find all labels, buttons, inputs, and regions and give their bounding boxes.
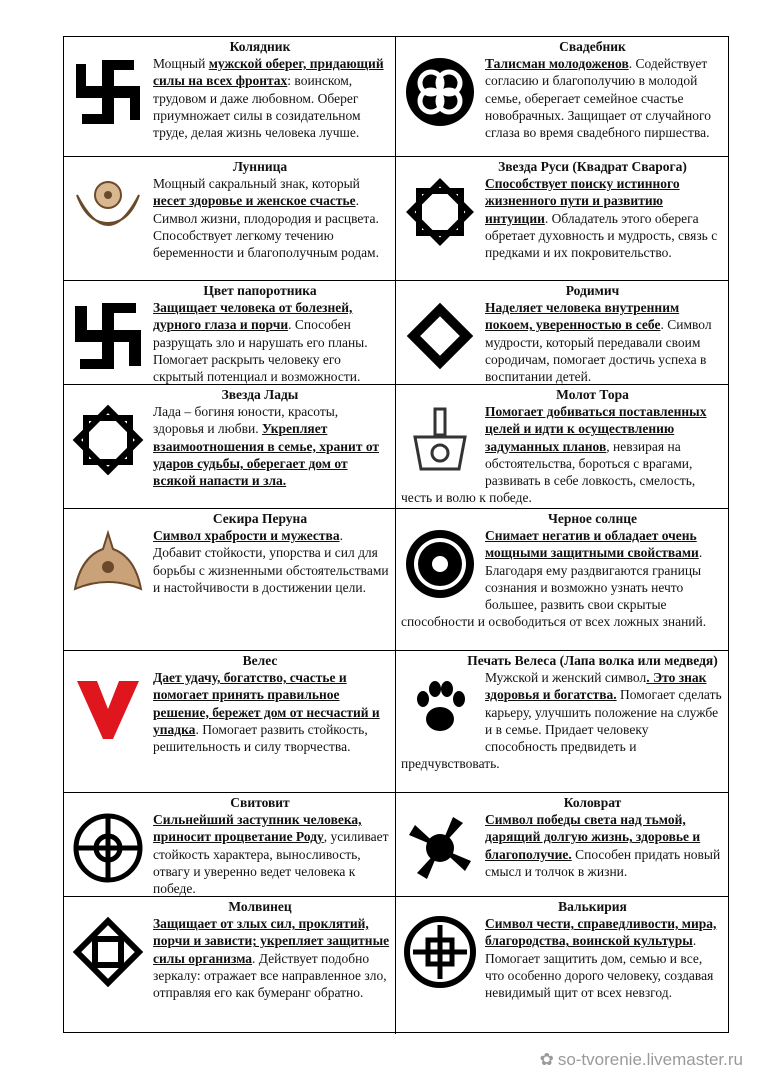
highlight-text: Символ победы света над тьмой, дарящий долгую жизнь, здоровье и благополучие. bbox=[485, 812, 701, 862]
molot-tora-icon bbox=[401, 403, 479, 477]
kolyadnik-icon bbox=[69, 55, 147, 129]
amulet-card bbox=[396, 509, 728, 650]
tsvet-paporotnika-icon bbox=[69, 299, 147, 373]
table-row bbox=[64, 897, 728, 1034]
pechat-velesa-icon bbox=[401, 669, 479, 743]
description-text: , невзирая на обстоятельства, бороться с врагами, развивать в себе ловкость, смелость, честь и волю к победе. bbox=[401, 438, 696, 506]
description-text: . Символ мудрости, который передавали своим сородичам, помогает достичь успеха в воспитании детей. bbox=[485, 317, 712, 384]
amulet-card bbox=[64, 793, 396, 896]
amulet-title: Свитовит bbox=[230, 795, 290, 810]
description-text: . Помогает защитить дом, семью и все, что особенно дорого человеку, создавая невидимый щит от всех невзгод. bbox=[485, 933, 714, 1001]
amulet-card bbox=[396, 157, 728, 280]
table-row bbox=[64, 651, 728, 793]
table-row bbox=[64, 793, 728, 897]
rodimich-icon bbox=[401, 299, 479, 373]
amulet-card bbox=[64, 897, 396, 1034]
highlight-text: несет здоровье и женское счастье bbox=[153, 193, 356, 209]
description-text: Мощный сакральный знак, который bbox=[153, 176, 360, 191]
table-row bbox=[64, 157, 728, 281]
amulet-card bbox=[396, 385, 728, 508]
highlight-text: Защищает человека от болезней, дурного глаза и порчи bbox=[153, 300, 353, 333]
highlight-text: Помогает добиваться поставленных целей и идти к осуществлению задуманных планов bbox=[485, 404, 707, 454]
highlight-text: Дает удачу, богатство, счастье и помогает принять правильное решение, бережет дом от несчастий и упадка bbox=[153, 670, 380, 737]
amulet-card bbox=[396, 37, 728, 156]
amulet-title: Молвинец bbox=[228, 899, 292, 914]
description-text: Помогает сделать карьеру, улучшить положение на службе и в семье. Придает человеку способность предвидеть и предчувствовать. bbox=[401, 687, 722, 772]
amulet-card bbox=[64, 651, 396, 792]
highlight-text: Символ храбрости и мужества bbox=[153, 528, 340, 543]
amulet-card bbox=[396, 651, 728, 792]
description-text: Мощный bbox=[153, 56, 209, 71]
sekira-peruna-icon bbox=[69, 527, 147, 601]
amulet-title: Коловрат bbox=[563, 795, 622, 810]
flower-logo-icon: ✿ bbox=[539, 1050, 554, 1069]
description-text: . Добавит стойкости, упорства и сил для борьбы с жизненными обстоятельствами и настойчивости в достижении цели. bbox=[153, 528, 389, 595]
amulet-title: Печать Велеса (Лапа волка или медведя) bbox=[467, 653, 718, 668]
amulet-title: Колядник bbox=[229, 39, 291, 54]
amulet-title: Цвет папоротника bbox=[203, 283, 317, 298]
description-text: Способен придать новый смысл и толчок в жизни. bbox=[485, 846, 721, 879]
amulet-card bbox=[64, 509, 396, 650]
valkiriya-icon bbox=[401, 915, 479, 989]
veles-icon bbox=[69, 669, 147, 743]
table-row bbox=[64, 37, 728, 157]
amulet-table bbox=[63, 36, 729, 1033]
highlight-text: Способствует поиску истинного жизненного пути и развитию интуиции bbox=[485, 176, 680, 226]
description-text: . Помогает развить стойкость, решительность и силу творчества. bbox=[153, 721, 368, 755]
svadebnik-icon bbox=[401, 55, 479, 129]
description-text: . Символ жизни, плодородия и расцвета. Способствует легкому течению беременности и благополучным родам. bbox=[153, 193, 379, 261]
description-text: . Действует подобно зеркалу: отражает все направленное зло, отправляя его как бумеранг обратно. bbox=[153, 950, 387, 1001]
description-text: Мужской и женский символ bbox=[485, 670, 647, 685]
watermark bbox=[540, 1050, 743, 1070]
amulet-title: Молот Тора bbox=[556, 387, 629, 402]
highlight-text: . Это знак здоровья и богатства. bbox=[485, 670, 707, 703]
description-text: . Благодаря ему раздвигаются границы сознания и возможно узнать нечто большее, развить свои скрытые способности и освободиться от всех ложных знаний. bbox=[401, 545, 707, 630]
description-text: . Способен разрущать зло и нарушать его планы. Помогает раскрыть человеку его скрытый потенциал и возможности. bbox=[153, 317, 368, 384]
svitovit-icon bbox=[69, 811, 147, 885]
amulet-title: Черное солнце bbox=[548, 511, 637, 526]
lunnitsa-icon bbox=[69, 175, 147, 249]
zvezda-lady-icon bbox=[69, 403, 147, 477]
amulet-card bbox=[396, 897, 728, 1034]
amulet-title: Валькирия bbox=[558, 899, 627, 914]
amulet-title: Звезда Руси (Квадрат Сварога) bbox=[498, 159, 687, 174]
table-row bbox=[64, 509, 728, 651]
amulet-title: Звезда Лады bbox=[221, 387, 299, 402]
highlight-text: Талисман молодоженов bbox=[485, 56, 629, 71]
amulet-title: Секира Перуна bbox=[212, 511, 308, 526]
table-row bbox=[64, 281, 728, 385]
table-row bbox=[64, 385, 728, 509]
highlight-text: мужской оберег, придающий силы на всех фронтах bbox=[153, 56, 384, 89]
chernoe-solntse-icon bbox=[401, 527, 479, 601]
highlight-text: Сильнейший заступник человека, приносит процветание Роду bbox=[153, 812, 362, 845]
highlight-text: Наделяет человека внутренним покоем, уверенностью в себе bbox=[485, 300, 680, 333]
amulet-title: Лунница bbox=[232, 159, 288, 174]
description-text: : воинском, трудовом и даже любовном. Оберег приумножает силы в созидательном труде, делая жизнь человека лучше. bbox=[153, 73, 361, 141]
highlight-text: Укрепляет взаимоотношения в семье, хранит от ударов судьбы, оберегает дом от всякой напасти и зла. bbox=[153, 421, 380, 489]
amulet-card bbox=[64, 37, 396, 156]
amulet-title: Родимич bbox=[565, 283, 620, 298]
amulet-title: Свадебник bbox=[559, 39, 626, 54]
watermark-text: so-tvorenie.livemaster.ru bbox=[557, 1050, 743, 1069]
highlight-text: Защищает от злых сил, проклятий, порчи и зависти; укрепляет защитные силы организма bbox=[153, 916, 390, 966]
amulet-card bbox=[64, 157, 396, 280]
molvinets-icon bbox=[69, 915, 147, 989]
amulet-title: Велес bbox=[242, 653, 278, 668]
kolovrat-icon bbox=[401, 811, 479, 885]
highlight-text: Символ чести, справедливости, мира, благородства, воинской культуры bbox=[485, 916, 717, 949]
amulet-card bbox=[64, 385, 396, 508]
amulet-card bbox=[64, 281, 396, 384]
description-text: Лада – богиня юности, красоты, здоровья и любви. bbox=[153, 404, 339, 437]
amulet-card bbox=[396, 281, 728, 384]
description-text: , усиливает стойкость характера, выносливость, отвагу и уверенно ведет человека к победе. bbox=[153, 829, 389, 896]
amulet-card bbox=[396, 793, 728, 896]
description-text: . Обладатель этого оберега обретает духовность и мудрость, связь с предками и их покровительство. bbox=[485, 210, 718, 261]
zvezda-rusi-icon bbox=[401, 175, 479, 249]
description-text: . Содействует согласию и благополучию в молодой семье, оберегает семейное счастье новобрачных. Защищает от случайного сглаза во время свадебного пиршества. bbox=[485, 56, 711, 141]
highlight-text: Снимает негатив и обладает очень мощными защитными свойствами bbox=[485, 528, 699, 561]
